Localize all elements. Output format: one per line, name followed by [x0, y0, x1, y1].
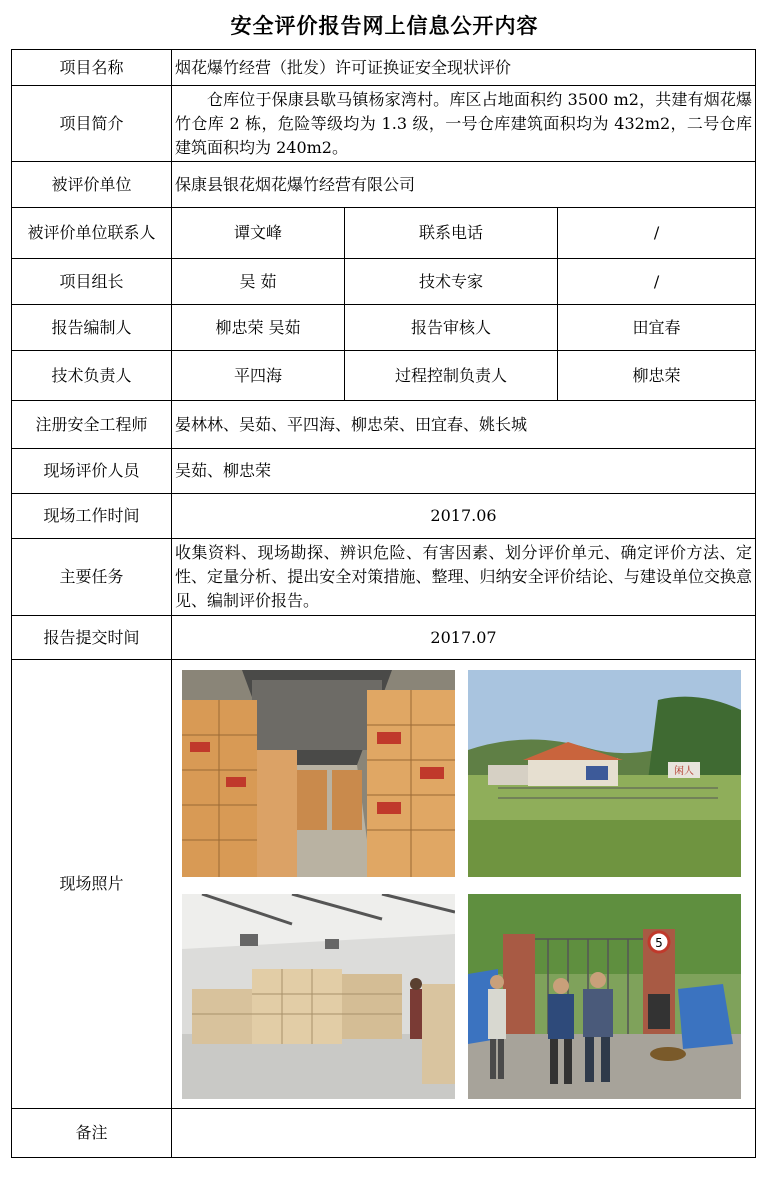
work-time-label: 现场工作时间: [12, 494, 172, 539]
row-tech-lead: [12, 351, 756, 401]
evaluated-unit-value: 保康县银花烟花爆竹经营有限公司: [172, 162, 756, 208]
project-name-value: 烟花爆竹经营（批发）许可证换证安全现状评价: [172, 50, 756, 86]
row-engineers: [12, 401, 756, 449]
row-tasks: [12, 539, 756, 616]
tasks-cell: [172, 539, 756, 616]
row-evaluators: [12, 449, 756, 494]
compiler-value: 柳忠荣 吴茹: [172, 305, 345, 351]
photo-warehouse-interior-cartons: [182, 670, 455, 877]
evaluators-value: 吴茹、柳忠荣: [172, 449, 756, 494]
project-intro-value: 仓库位于保康县歇马镇杨家湾村。库区占地面积约 3500 m2，共建有烟花爆竹仓库 2 栋，危险等级均为 1.3 级，一号仓库建筑面积均为 432m2，二号仓库建筑面积均为 240m2。: [175, 89, 753, 157]
phone-value: /: [558, 208, 756, 259]
engineers-value: 晏林林、吴茹、平四海、柳忠荣、田宜春、姚长城: [172, 401, 756, 449]
work-time-value: 2017.06: [172, 494, 756, 539]
remarks-value: [172, 1109, 756, 1158]
tech-lead-label: 技术负责人: [12, 351, 172, 401]
contact-label: 被评价单位联系人: [12, 208, 172, 259]
team-leader-value: 吴 茹: [172, 259, 345, 305]
row-team-leader: [12, 259, 756, 305]
phone-label: 联系电话: [345, 208, 558, 259]
project-intro-label: 项目简介: [12, 86, 172, 162]
contact-value: 谭文峰: [172, 208, 345, 259]
reviewer-value: 田宜春: [558, 305, 756, 351]
svg-text:5: 5: [655, 935, 663, 950]
expert-value: /: [558, 259, 756, 305]
reviewer-label: 报告审核人: [345, 305, 558, 351]
compiler-label: 报告编制人: [12, 305, 172, 351]
process-control-label: 过程控制负责人: [345, 351, 558, 401]
photo-warehouse-interior-second: [182, 894, 455, 1099]
evaluators-label: 现场评价人员: [12, 449, 172, 494]
document-title: 安全评价报告网上信息公开内容: [230, 13, 539, 38]
row-project-name: [12, 50, 756, 86]
svg-text:闲人: 闲人: [674, 765, 694, 777]
project-name-label: 项目名称: [12, 50, 172, 86]
photo-grid: [172, 661, 755, 1108]
row-evaluated-unit: [12, 162, 756, 208]
info-table: [11, 49, 756, 1158]
photo-warehouse-exterior: [468, 670, 741, 877]
process-control-value: 柳忠荣: [558, 351, 756, 401]
submit-time-label: 报告提交时间: [12, 616, 172, 660]
tech-lead-value: 平四海: [172, 351, 345, 401]
row-photos: [12, 660, 756, 1109]
tasks-label: 主要任务: [12, 539, 172, 616]
row-work-time: [12, 494, 756, 539]
tasks-value: 收集资料、现场勘探、辨识危险、有害因素、划分评价单元、确定评价方法、定性、定量分析、提出安全对策措施、整理、归纳安全评价结论、与建设单位交换意见、编制评价报告。: [175, 543, 753, 610]
photos-cell: [172, 660, 756, 1109]
photos-label: 现场照片: [12, 660, 172, 1109]
engineers-label: 注册安全工程师: [12, 401, 172, 449]
row-contact: [12, 208, 756, 259]
remarks-label: 备注: [12, 1109, 172, 1158]
expert-label: 技术专家: [345, 259, 558, 305]
row-remarks: [12, 1109, 756, 1158]
row-project-intro: [12, 86, 756, 162]
project-intro-cell: [172, 86, 756, 162]
team-leader-label: 项目组长: [12, 259, 172, 305]
submit-time-value: 2017.07: [172, 616, 756, 660]
photo-gate-with-people: [468, 894, 741, 1099]
row-compiler: [12, 305, 756, 351]
row-submit-time: [12, 616, 756, 660]
evaluated-unit-label: 被评价单位: [12, 162, 172, 208]
